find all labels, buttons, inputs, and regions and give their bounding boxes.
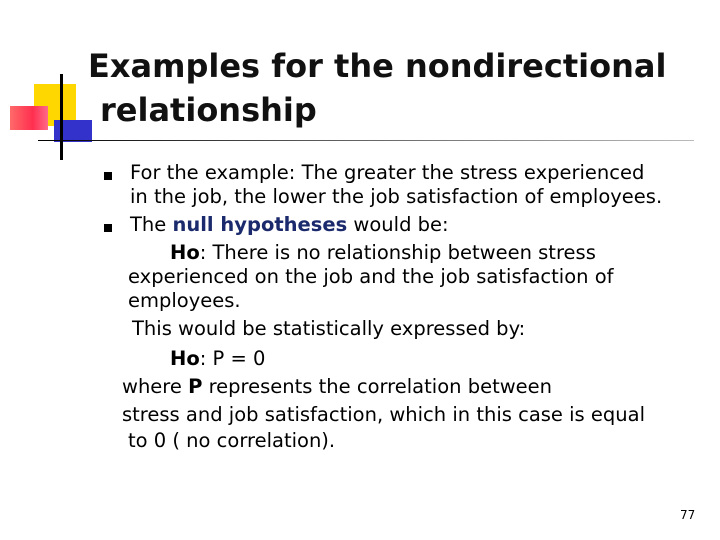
bullet-square-icon [104,172,112,180]
zero-correlation-line: to 0 ( no correlation). [128,429,336,452]
where-prefix: where [122,375,189,398]
ho-equation: : P = 0 [199,347,266,370]
title-line-2: relationship [100,91,317,129]
bullet-square-icon [104,224,112,232]
page-number: 77 [680,508,696,522]
title-underline [38,140,694,141]
expression-line: This would be statistically expressed by: [132,317,526,340]
ho-label: Ho [170,347,200,370]
title-line-1: Examples for the nondirectional [88,47,667,85]
ho-statement-2 [170,346,265,372]
ho-text: : There is no relationship between stress [199,241,596,264]
ho-statement-1-line-3: employees. [128,289,241,312]
bullet-1-line-1: For the example: The greater the stress experienced [130,161,645,184]
p-symbol: P [188,375,203,398]
slide-title [88,44,698,132]
ho-statement-1 [170,240,596,266]
bullet-2-prefix: The [130,213,173,236]
ho-label: Ho [170,241,200,264]
null-hypotheses-term: null hypotheses [172,213,348,236]
decor-red-square [10,106,48,130]
ho-statement-1-line-2: experienced on the job and the job satisfaction of [128,265,614,288]
stress-line: stress and job satisfaction, which in this case is equal [122,403,645,426]
decor-vertical-line [60,74,63,160]
where-suffix: represents the correlation between [202,375,553,398]
bullet-1-line-2: in the job, the lower the job satisfaction of employees. [130,185,663,208]
bullet-2-suffix: would be: [347,213,449,236]
bullet-2 [130,212,449,238]
where-line [122,374,552,400]
